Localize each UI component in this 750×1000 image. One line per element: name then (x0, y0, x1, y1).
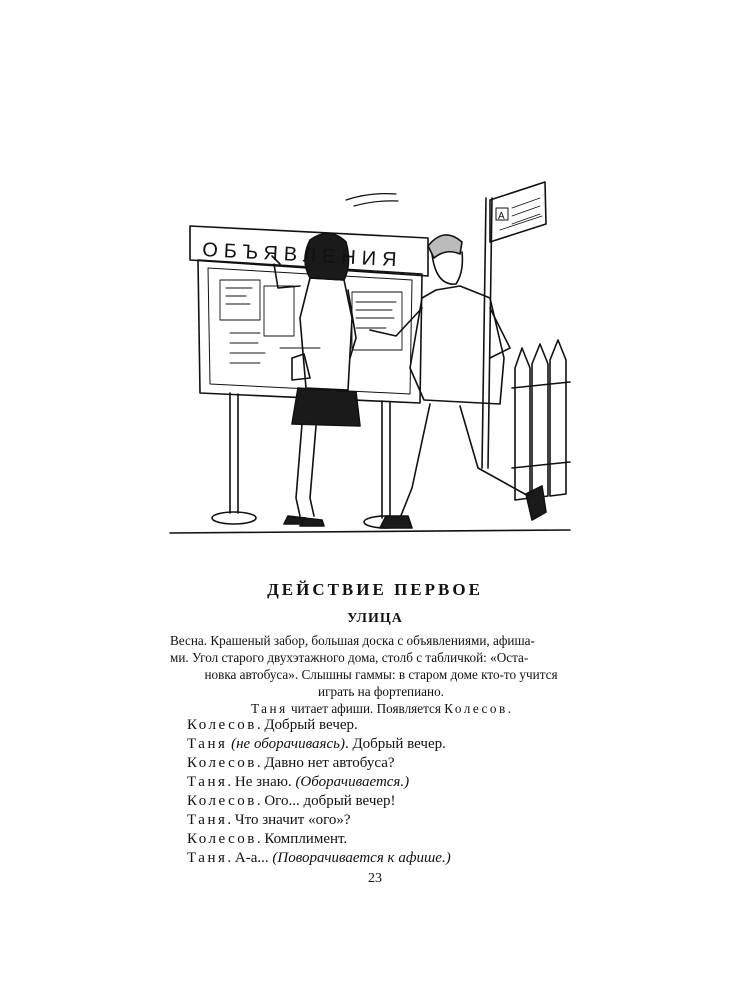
entrance-line (170, 700, 592, 717)
page-number: 23 (368, 871, 382, 886)
posters (220, 280, 402, 363)
stage-direction-line: новка автобуса». Слышны гаммы: в старом доме кто-то учится (204, 667, 558, 682)
stage-remark: (Оборачивается.) (295, 774, 410, 790)
speaker-name: Таня (187, 812, 228, 828)
ground-line (170, 530, 570, 533)
stage-direction-line: играть на фортепиано. (318, 684, 444, 699)
line-text: . Добрый вечер. (256, 717, 358, 733)
character-name: Таня (250, 701, 288, 716)
illustration (160, 168, 580, 543)
bus-stop-letter: А (498, 211, 505, 222)
speaker-name: Таня (187, 850, 228, 866)
dialogue-line (187, 849, 451, 868)
line-text: . Ого... добрый вечер! (256, 793, 396, 809)
dialogue-line (187, 716, 451, 735)
stage-remark: (не оборачиваясь) (231, 736, 345, 752)
line-text: . Добрый вечер. (344, 736, 446, 752)
picket-fence (512, 340, 570, 500)
scene-title: УЛИЦА (347, 611, 403, 626)
line-text: . А-а... (227, 850, 273, 866)
stage-direction (170, 632, 592, 717)
dialogue-line (187, 773, 451, 792)
speaker-name: Колесов (187, 755, 257, 771)
speaker-name: Таня (187, 736, 228, 752)
stage-direction-line: ми. Угол старого двухэтажного дома, столб с табличкой: «Оста- (170, 650, 529, 665)
board-leg-right (382, 401, 390, 518)
speaker-name: Колесов (187, 717, 257, 733)
line-text: . Что значит «ого»? (227, 812, 351, 828)
line-text: . Давно нет автобуса? (256, 755, 395, 771)
dialogue-line (187, 754, 451, 773)
notice-board (198, 260, 422, 403)
act-title: ДЕЙСТВИЕ ПЕРВОЕ (267, 580, 483, 599)
board-leg-left (230, 393, 238, 513)
girl-figure (272, 233, 360, 526)
dialogue-line (187, 830, 451, 849)
entrance-end: . (507, 701, 512, 716)
speaker-name: Таня (187, 774, 228, 790)
stage-remark: (Поворачивается к афише.) (272, 850, 451, 866)
speaker-name: Колесов (187, 831, 257, 847)
line-text: . Не знаю. (227, 774, 296, 790)
entrance-text: читает афиши. Появляется (287, 701, 445, 716)
character-name: Колесов (444, 701, 508, 716)
dialogue-line (187, 811, 451, 830)
line-text: . Комплимент. (256, 831, 348, 847)
board-sign-text: ОБЪЯВЛЕНИЯ (201, 239, 404, 272)
speaker-name: Колесов (187, 793, 257, 809)
dialogue-line (187, 735, 451, 754)
dialogue (187, 716, 451, 868)
stage-direction-line: Весна. Крашеный забор, большая доска с объявлениями, афиша- (170, 633, 535, 648)
dialogue-line (187, 792, 451, 811)
